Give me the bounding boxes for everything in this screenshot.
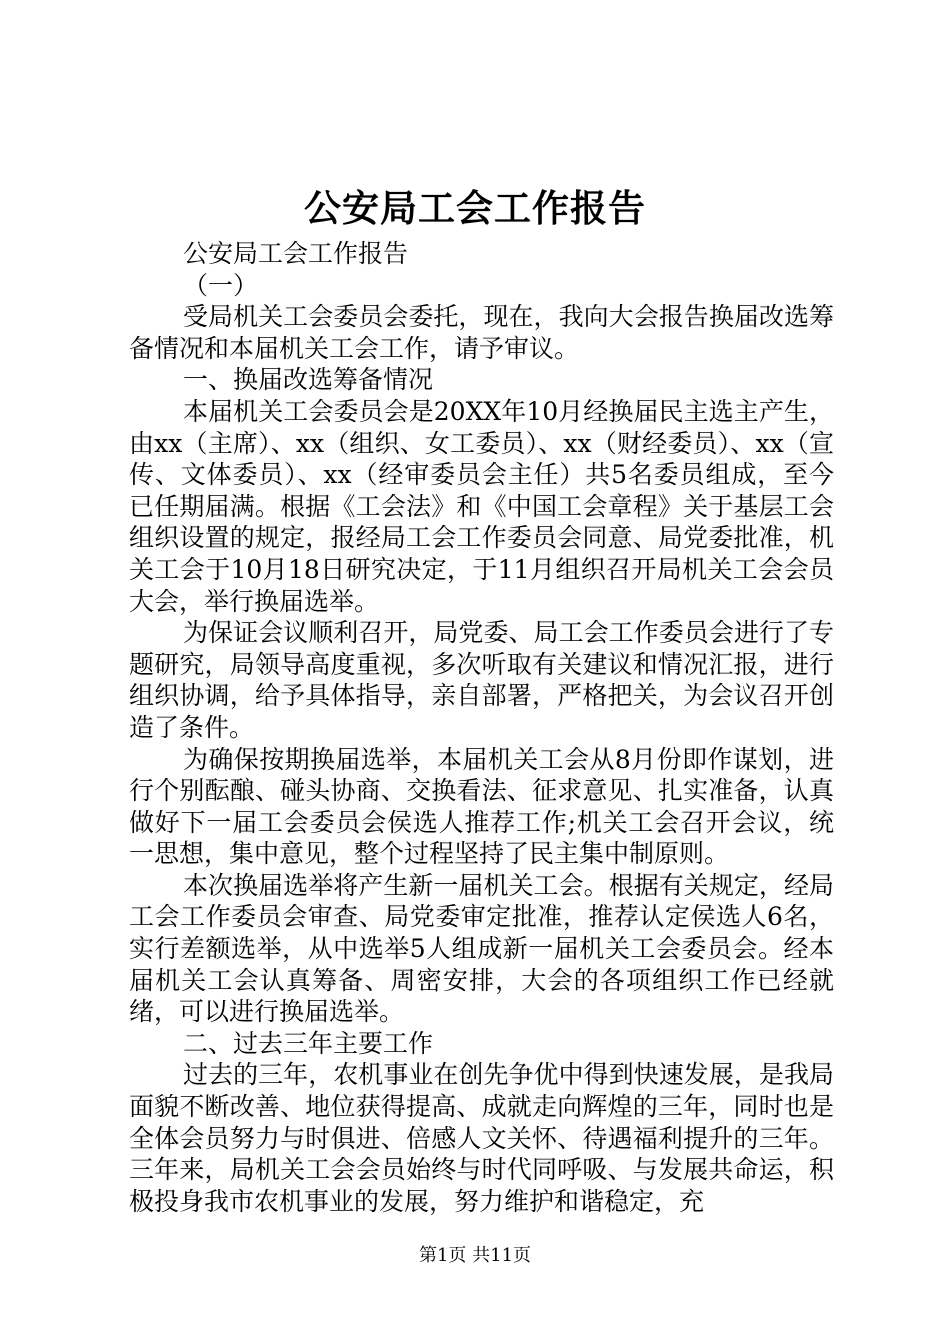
paragraph-intro: 受局机关工会委员会委托，现在，我向大会报告换届改选筹备情况和本届机关工会工作，请予审议。 [129, 302, 834, 363]
section-heading-2: 二、过去三年主要工作 [183, 1028, 434, 1058]
page-number-footer: 第1页 共11页 [418, 1245, 532, 1266]
paragraph-meeting-prep: 为保证会议顺利召开，局党委、局工会工作委员会进行了专题研究，局领导高度重视，多次听取有关建议和情况汇报，进行组织协调，给予具体指导，亲自部署，严格把关，为会议召开创造了条件。 [129, 618, 834, 742]
paragraph-election-planning: 为确保按期换届选举，本届机关工会从8月份即作谋划，进行个别酝酿、碰头协商、交换看法、征求意见、扎实准备，认真做好下一届工会委员会侯选人推荐工作;机关工会召开会议，统一思想，集中意见，整个过程坚持了民主集中制原则。 [129, 744, 834, 869]
paragraph-past-work: 过去的三年，农机事业在创先争优中得到快速发展，是我局面貌不断改善、地位获得提高、成就走向辉煌的三年，同时也是全体会员努力与时俱进、倍感人文关怀、待遇福利提升的三年。三年来，局机关工会会员始终与时代同呼吸、与发展共命运，积极投身我市农机事业的发展，努力维护和谐稳定，充 [129, 1060, 834, 1216]
document-body [129, 238, 834, 1217]
paragraph-election-process: 本次换届选举将产生新一届机关工会。根据有关规定，经局工会工作委员会审查、局党委审定批准，推荐认定侯选人6名，实行差额选举，从中选举5人组成新一届机关工会委员会。经本届机关工会认真筹备、周密安排，大会的各项组织工作已经就绪，可以进行换届选举。 [129, 870, 834, 1027]
section-heading-1: 一、换届改选筹备情况 [183, 365, 434, 395]
paragraph-committee: 本届机关工会委员会是20XX年10月经换届民主选主产生，由xx（主席）、xx（组织、女工委员）、xx（财经委员）、xx（宣传、文体委员）、xx（经审委员会主任）共5名委员组成，至今已任期届满。根据《工会法》和《中国工会章程》关于基层工会组织设置的规定，报经局工会工作委员会同意、局党委批准，机关工会于10月18日研究决定，于11月组织召开局机关工会会员大会，举行换届选举。 [129, 396, 834, 616]
paragraph-subtitle: 公安局工会工作报告 [183, 239, 409, 268]
document-title: 公安局工会工作报告 [304, 186, 646, 230]
paragraph-section-number: （一） [183, 270, 259, 300]
